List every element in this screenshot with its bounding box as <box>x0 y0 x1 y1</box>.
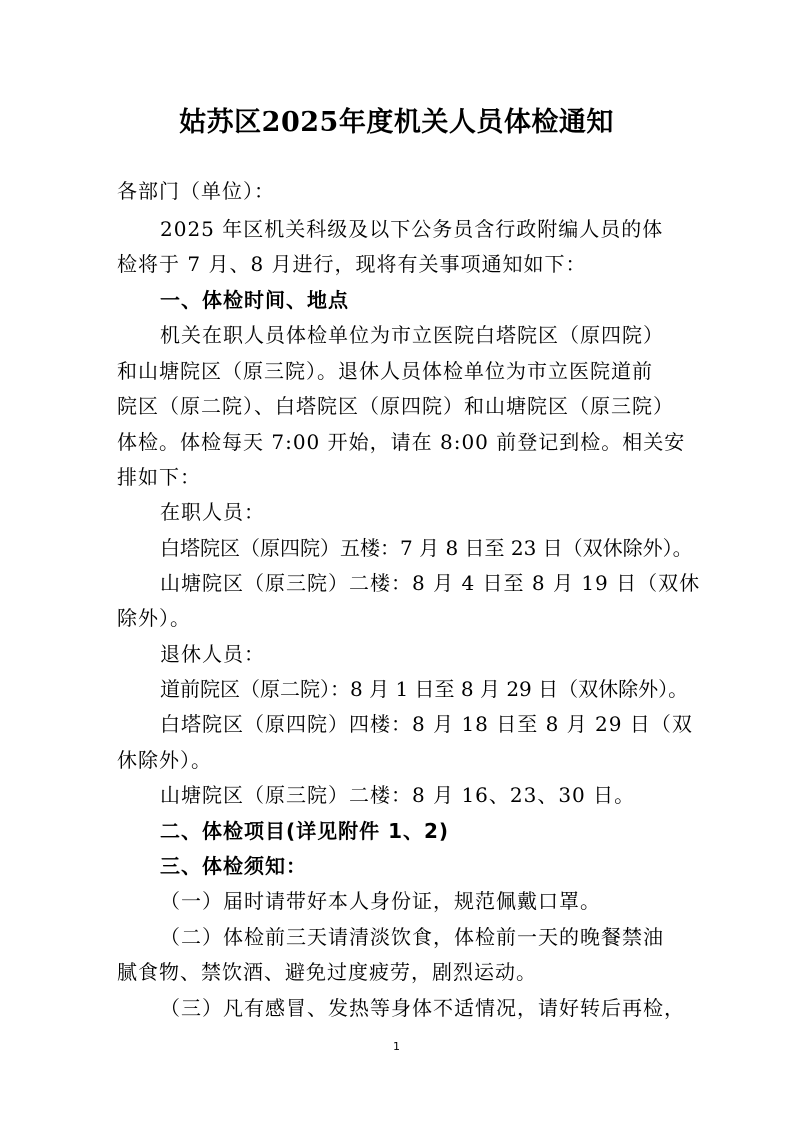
section1-para-line-1: 机关在职人员体检单位为市立医院白塔院区（原四院） <box>160 323 664 347</box>
section3-item-2-cont: 腻食物、禁饮酒、避免过度疲劳，剧烈运动。 <box>117 960 537 984</box>
section3-item-1: （一）届时请带好本人身份证，规范佩戴口罩。 <box>160 889 601 913</box>
section2-heading: 二、体检项目(详见附件 1、2) <box>160 819 450 843</box>
section3-item-3: （三）凡有感冒、发热等身体不适情况，请好转后再检， <box>160 996 685 1020</box>
section1-para-line-3: 院区（原二院）、白塔院区（原四院）和山塘院区（原三院） <box>117 394 674 418</box>
retired-item-2: 白塔院区（原四院）四楼：8 月 18 日至 8 月 29 日（双 <box>160 712 693 736</box>
section1-para-line-2: 和山塘院区（原三院）。退休人员体检单位为市立医院道前 <box>117 359 653 383</box>
active-item-2: 山塘院区（原三院）二楼：8 月 4 日至 8 月 19 日（双休 <box>160 571 701 595</box>
salutation: 各部门（单位）： <box>117 179 275 203</box>
document-title: 姑苏区2025年度机关人员体检通知 <box>179 107 614 138</box>
section1-heading: 一、体检时间、地点 <box>160 288 349 312</box>
active-item-1: 白塔院区（原四院）五楼：7 月 8 日至 23 日（双休除外）。 <box>160 536 693 560</box>
section1-para-line-5: 排如下： <box>117 465 201 489</box>
intro-line-2: 检将于 7 月、8 月进行，现将有关事项通知如下： <box>117 252 587 276</box>
intro-line-1: 2025 年区机关科级及以下公务员含行政附编人员的体 <box>160 217 664 241</box>
retired-item-3: 山塘院区（原三院）二楼：8 月 16、23、30 日。 <box>160 783 636 807</box>
section3-heading: 三、体检须知： <box>160 854 307 878</box>
section3-item-2: （二）体检前三天请清淡饮食，体检前一天的晚餐禁油 <box>160 925 664 949</box>
retired-staff-label: 退休人员： <box>160 642 265 666</box>
active-staff-label: 在职人员： <box>160 500 265 524</box>
active-item-2-cont: 除外）。 <box>117 606 191 630</box>
retired-item-2-cont: 休除外）。 <box>117 748 212 772</box>
page-number: 1 <box>393 1040 400 1053</box>
section1-para-line-4: 体检。体检每天 7:00 开始，请在 8:00 前登记到检。相关安 <box>117 430 686 454</box>
retired-item-1: 道前院区（原二院）：8 月 1 日至 8 月 29 日（双休除外）。 <box>160 677 689 701</box>
